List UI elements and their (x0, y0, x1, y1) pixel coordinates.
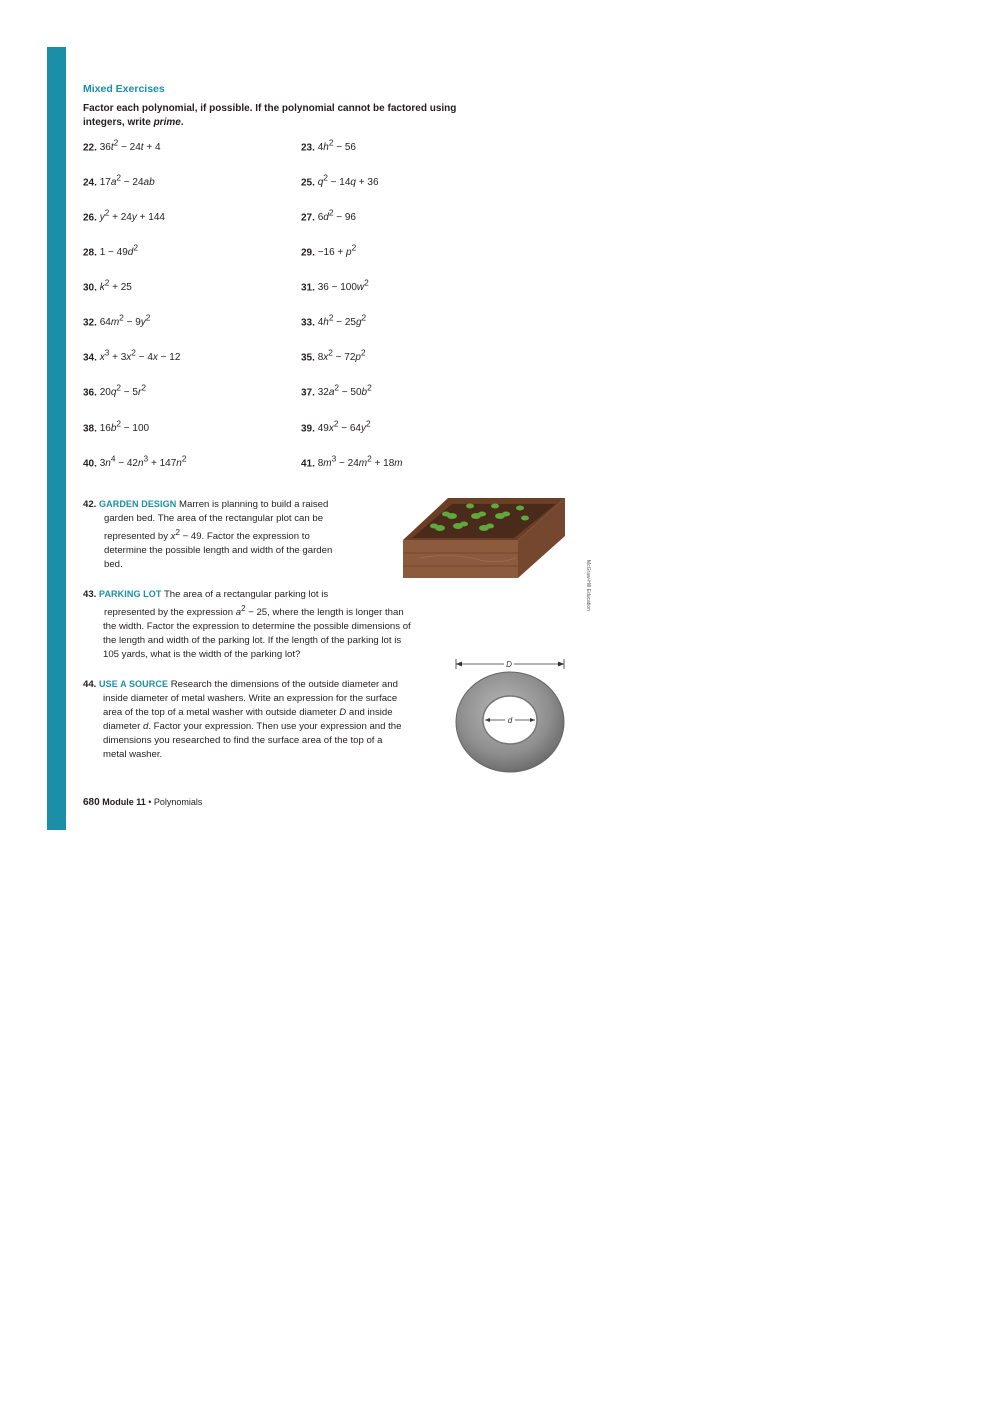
problem-43-label: PARKING LOT (99, 589, 162, 599)
exercise-33: 33. $4h^2 - 25g^2$ (301, 313, 367, 329)
section-title: Mixed Exercises (83, 83, 165, 95)
exercise-expression: $q^2 - 14q + 36$ (317, 173, 379, 189)
exercise-expression: $20q^2 - 5r^2$ (99, 383, 146, 399)
exercise-35: 35. $8x^2 - 72p^2$ (301, 348, 366, 364)
exercise-39: 39. $49x^2 - 64y^2$ (301, 419, 371, 435)
problem-44: 44. USE A SOURCE Research the dimensions of the outside diameter and inside diameter of metal washers. Write an expression for the surface area of the top of a metal washer with outside diameter D and inside diameter d. Factor your expression. Then use your expression and the dimensions you researched to find the surface area of the top of a metal washer. (83, 679, 402, 760)
footer-bullet: • (148, 797, 152, 807)
exercise-23: 23. $4h^2 - 56$ (301, 138, 356, 154)
page-number: 680 (83, 797, 100, 808)
exercise-expression: $16b^2 - 100$ (99, 419, 150, 435)
washer-illustration (452, 656, 570, 776)
accent-sidebar (47, 47, 66, 830)
exercise-expression: $32a^2 - 50b^2$ (317, 383, 372, 399)
exercise-expression: $x^3 + 3x^2 - 4x - 12$ (99, 348, 181, 364)
exercise-24: 24. $17a^2 - 24ab$ (83, 173, 155, 189)
problem-42-label: GARDEN DESIGN (99, 499, 177, 509)
photo-credit: McGraw-Hill Education (585, 560, 591, 611)
exercise-30: 30. $k^2 + 25$ (83, 278, 132, 294)
exercise-expression: $4h^2 - 56$ (317, 138, 356, 154)
exercise-25: 25. $q^2 - 14q + 36$ (301, 173, 379, 189)
exercise-38: 38. $16b^2 - 100$ (83, 419, 150, 435)
exercise-expression: $4h^2 - 25g^2$ (317, 313, 367, 329)
exercise-28: 28. $1 - 49d^2$ (83, 243, 138, 259)
exercise-36: 36. $20q^2 - 5r^2$ (83, 383, 146, 399)
instructions-line-1: Factor each polynomial, if possible. If the polynomial cannot be factored using (83, 103, 457, 114)
exercise-37: 37. $32a^2 - 50b^2$ (301, 383, 372, 399)
page-footer (83, 796, 202, 809)
exercise-expression: $k^2 + 25$ (99, 278, 132, 294)
exercise-expression: $36 - 100w^2$ (317, 278, 369, 294)
problem-42: 42. GARDEN DESIGN Marren is planning to build a raised garden bed. The area of the rectangular plot can be represented by $x^2 - 49$. Factor the expression to determine the possible length and width of the garden bed. (83, 499, 333, 571)
exercise-expression: $6d^2 - 96$ (317, 208, 356, 224)
exercise-27: 27. $6d^2 - 96$ (301, 208, 356, 224)
exercise-26: 26. $y^2 + 24y + 144$ (83, 208, 165, 224)
exercise-expression: $17a^2 - 24ab$ (99, 173, 155, 189)
outer-diameter-label: D (506, 660, 512, 669)
instructions-line-2: integers, write prime. (83, 117, 184, 128)
exercise-expression: $y^2 + 24y + 144$ (99, 208, 165, 224)
exercise-expression: $8m^3 - 24m^2 + 18m$ (317, 454, 403, 470)
exercise-expression: $3n^4 - 42n^3 + 147n^2$ (99, 454, 187, 470)
exercise-32: 32. $64m^2 - 9y^2$ (83, 313, 151, 329)
exercise-expression: $-16 + p^2$ (317, 243, 357, 259)
exercise-expression: $8x^2 - 72p^2$ (317, 348, 366, 364)
exercise-29: 29. $-16 + p^2$ (301, 243, 357, 259)
exercise-expression: $1 - 49d^2$ (99, 243, 138, 259)
footer-topic: Polynomials (153, 797, 203, 807)
exercise-41: 41. $8m^3 - 24m^2 + 18m$ (301, 454, 403, 470)
problem-43: 43. PARKING LOT The area of a rectangular parking lot is represented by the expression $a^2 - 25$, where the length is longer than the width. Factor the expression to determine the possible dimensions of the length and width of the parking lot. If the length of the parking lot is 105 yards, what is the width of the parking lot? (83, 589, 411, 661)
exercise-expression: $64m^2 - 9y^2$ (99, 313, 151, 329)
exercise-34: 34. $x^3 + 3x^2 - 4x - 12$ (83, 348, 181, 364)
module-label: Module 11 (102, 797, 146, 807)
garden-bed-illustration (400, 496, 568, 580)
problem-44-label: USE A SOURCE (99, 679, 169, 689)
exercise-31: 31. $36 - 100w^2$ (301, 278, 369, 294)
exercise-40: 40. $3n^4 - 42n^3 + 147n^2$ (83, 454, 187, 470)
exercise-expression: $36t^2 - 24t + 4$ (99, 138, 161, 154)
exercise-expression: $49x^2 - 64y^2$ (317, 419, 371, 435)
exercise-22: 22. $36t^2 - 24t + 4$ (83, 138, 161, 154)
inner-diameter-label: d (507, 716, 513, 725)
